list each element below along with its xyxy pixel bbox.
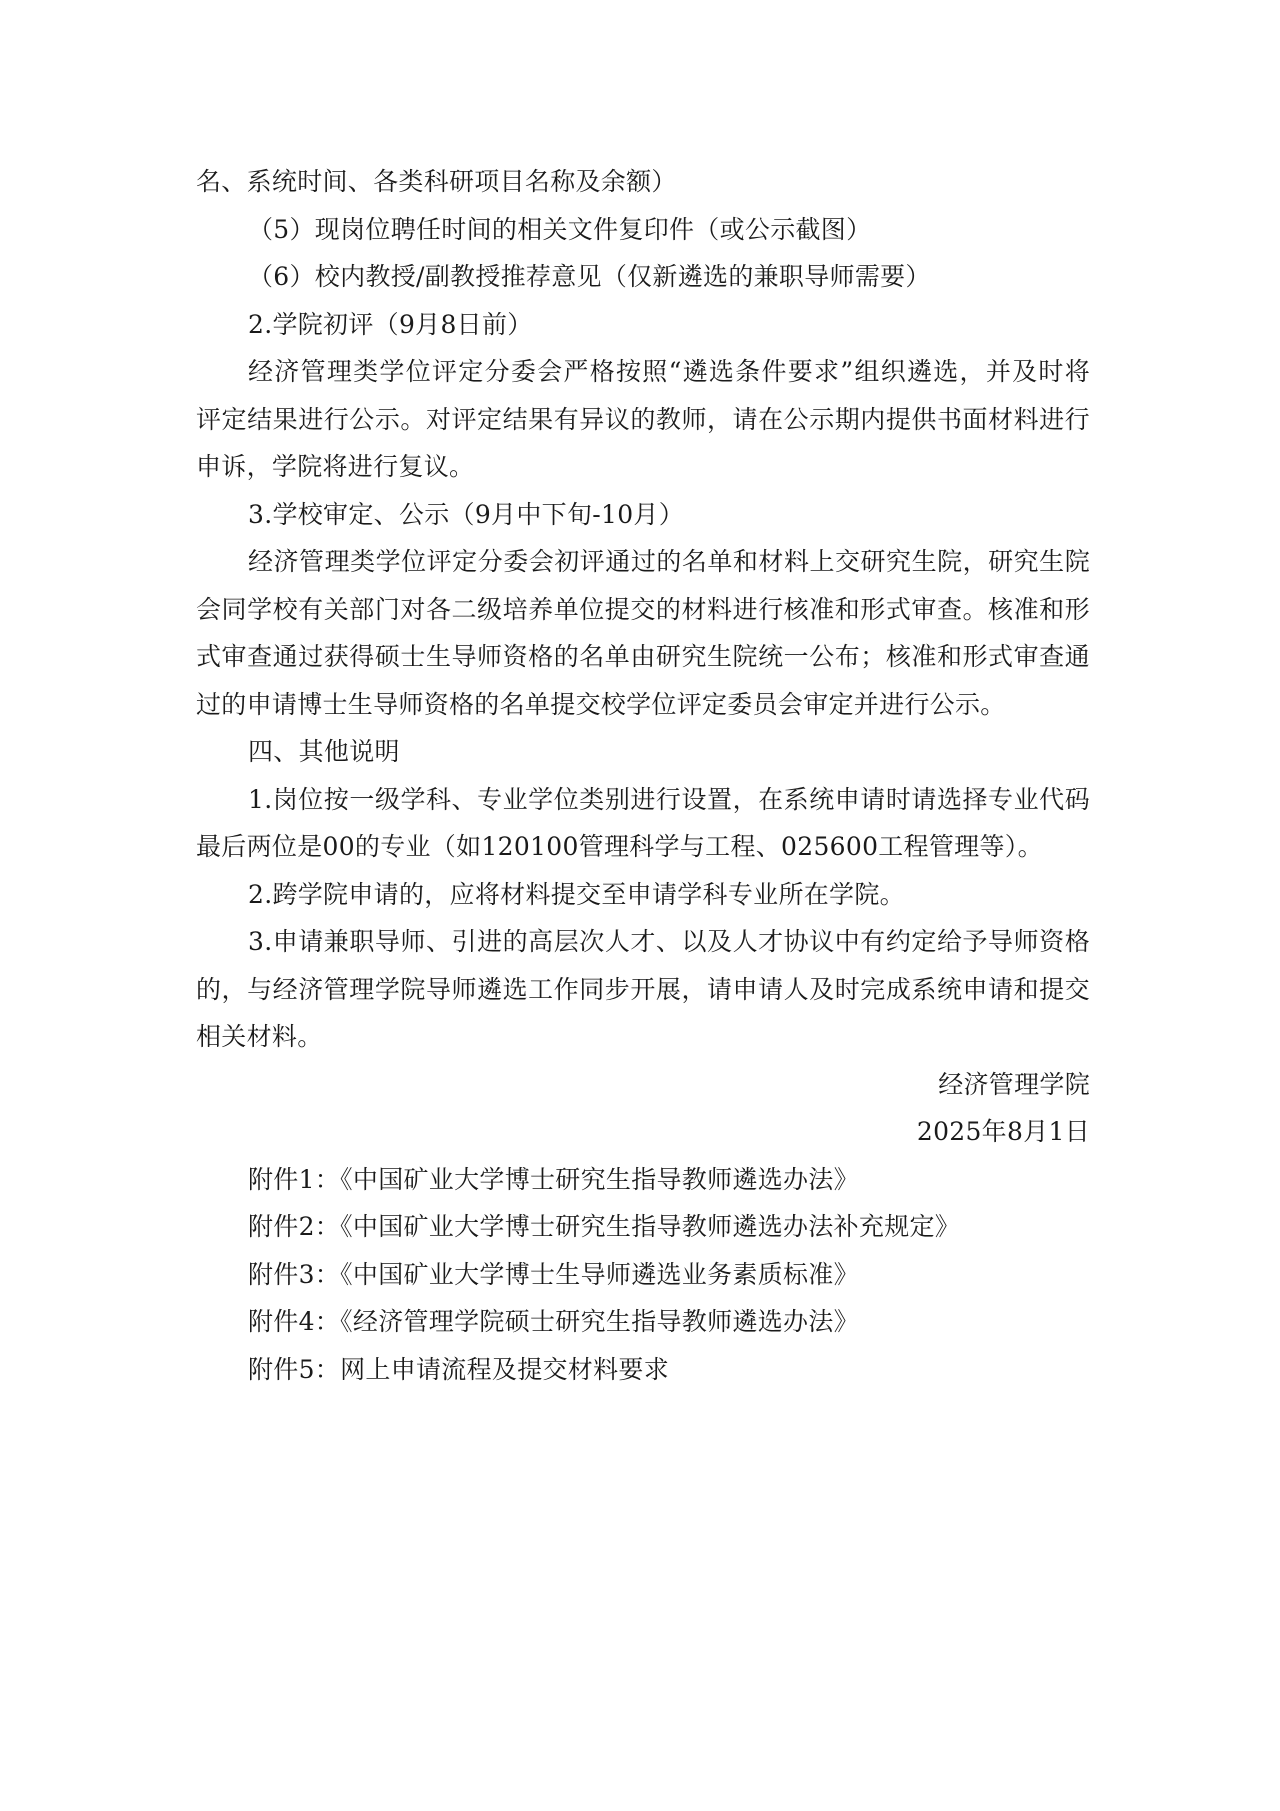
list-item: （5）现岗位聘任时间的相关文件复印件（或公示截图）	[248, 214, 872, 244]
paragraph-line: 相关材料。	[196, 1022, 323, 1051]
list-item: （6）校内教授/副教授推荐意见（仅新遴选的兼职导师需要）	[248, 262, 931, 291]
paragraph-line: 1.岗位按一级学科、专业学位类别进行设置，在系统申请时请选择专业代码	[248, 784, 1090, 814]
attachment-item: 附件4：《经济管理学院硕士研究生指导教师遴选办法》	[248, 1307, 859, 1336]
attachment-item: 附件3：《中国矿业大学博士生导师遴选业务素质标准》	[248, 1259, 859, 1289]
signature-date: 2025年8月1日	[916, 1117, 1090, 1146]
paragraph-line: 2.跨学院申请的，应将材料提交至申请学科专业所在学院。	[248, 879, 905, 909]
text-line: 名、系统时间、各类科研项目名称及余额）	[196, 167, 677, 196]
paragraph-line: 申诉，学院将进行复议。	[196, 452, 475, 481]
section-heading: 2.学院初评（9月8日前）	[248, 309, 533, 339]
paragraph-line: 最后两位是00的专业（如120100管理科学与工程、025600工程管理等）。	[196, 832, 1043, 861]
paragraph-line: 评定结果进行公示。对评定结果有异议的教师，请在公示期内提供书面材料进行	[196, 404, 1090, 434]
paragraph-line: 过的申请博士生导师资格的名单提交校学位评定委员会审定并进行公示。	[196, 689, 1006, 719]
paragraph-line: 经济管理类学位评定分委会初评通过的名单和材料上交研究生院，研究生院	[248, 547, 1090, 576]
paragraph-line: 式审查通过获得硕士生导师资格的名单由研究生院统一公布；核准和形式审查通	[196, 642, 1090, 671]
paragraph-line: 3.申请兼职导师、引进的高层次人才、以及人才协议中有约定给予导师资格	[248, 927, 1090, 956]
paragraph-line: 的，与经济管理学院导师遴选工作同步开展，请申请人及时完成系统申请和提交	[196, 974, 1090, 1004]
section-heading: 四、其他说明	[248, 737, 400, 766]
paragraph-line: 会同学校有关部门对各二级培养单位提交的材料进行核准和形式审查。核准和形	[196, 594, 1090, 624]
attachment-item: 附件1：《中国矿业大学博士研究生指导教师遴选办法》	[248, 1164, 859, 1194]
attachment-item: 附件2：《中国矿业大学博士研究生指导教师遴选办法补充规定》	[248, 1212, 961, 1241]
section-heading: 3.学校审定、公示（9月中下旬-10月）	[248, 499, 685, 529]
document-body	[196, 158, 1090, 1393]
paragraph-line: 经济管理类学位评定分委会严格按照“遴选条件要求”组织遴选，并及时将	[248, 357, 1090, 386]
attachment-item: 附件5：网上申请流程及提交材料要求	[248, 1354, 670, 1384]
signature-org: 经济管理学院	[938, 1069, 1090, 1099]
